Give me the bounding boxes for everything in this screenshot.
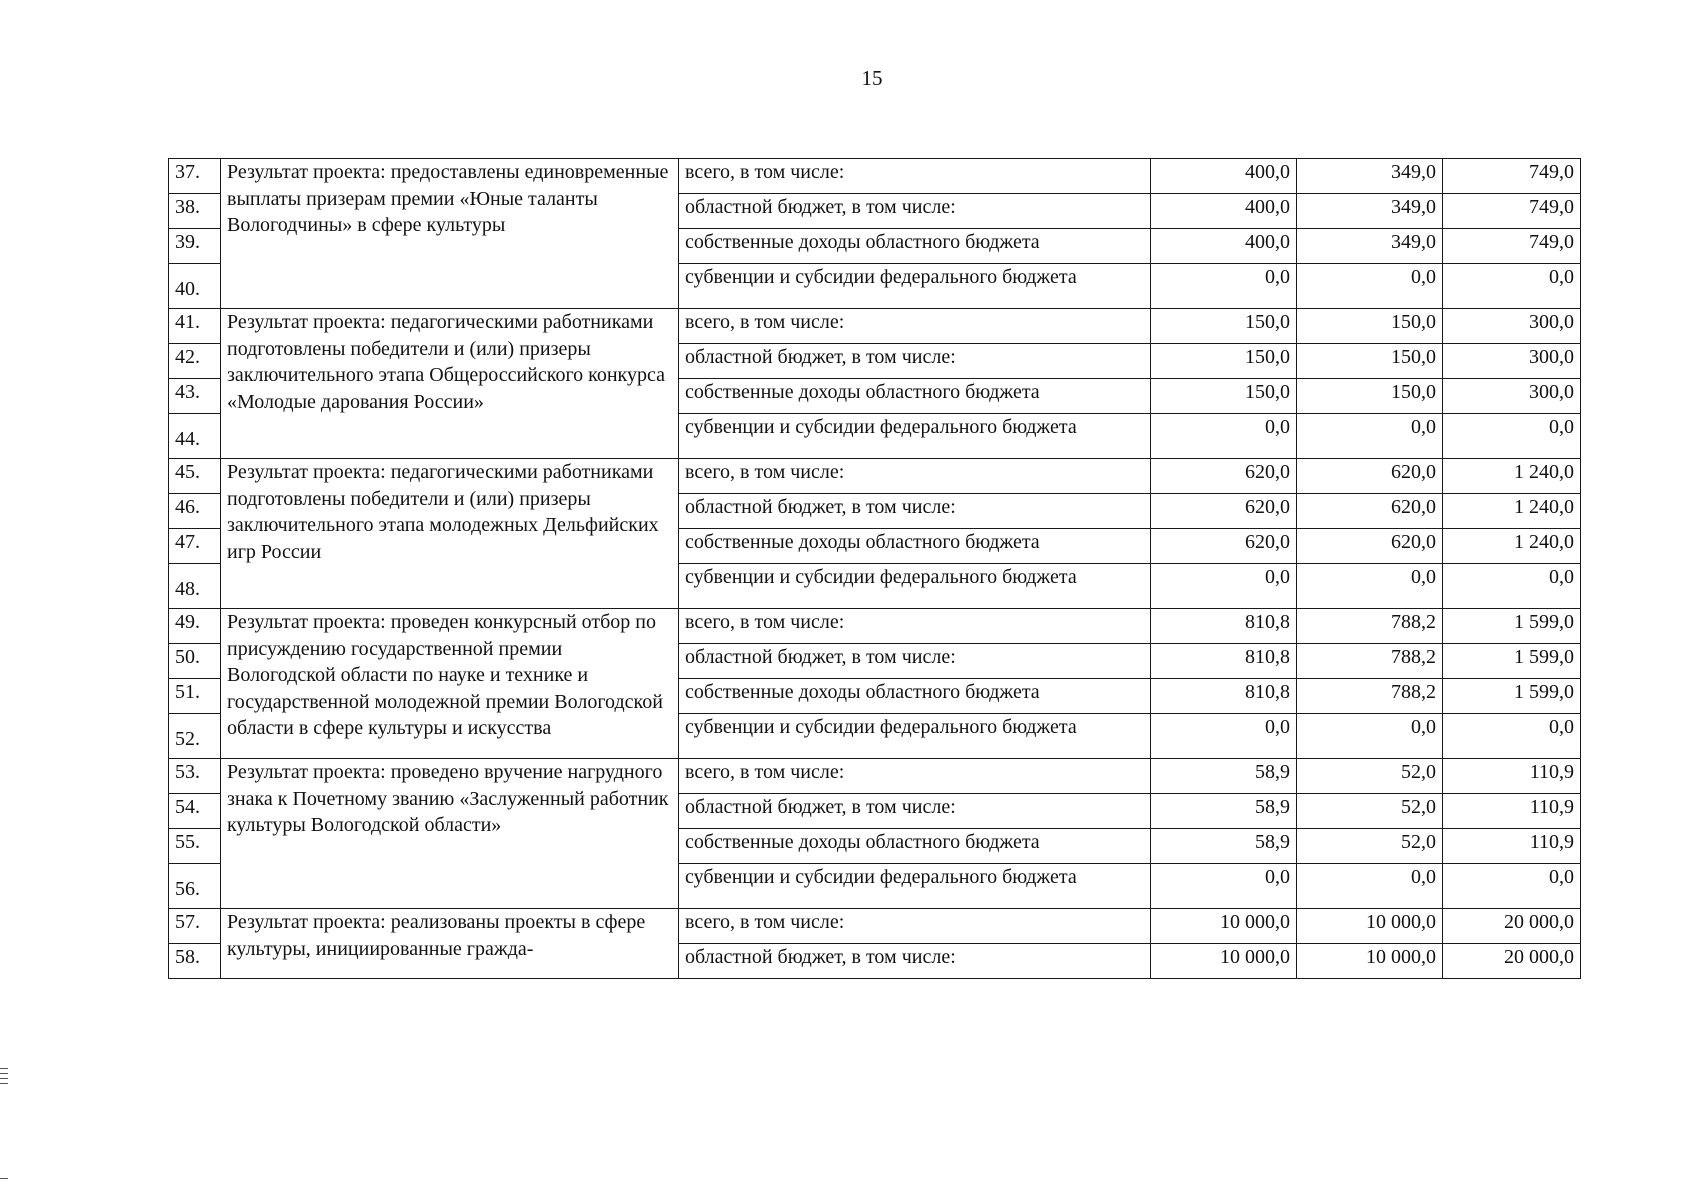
row-number: 38.: [169, 194, 221, 229]
value-year-2: 788,2: [1297, 679, 1443, 714]
value-total: 1 240,0: [1443, 459, 1581, 494]
row-number: 44.: [169, 414, 221, 459]
value-year-1: 10 000,0: [1151, 909, 1297, 944]
value-total: 1 599,0: [1443, 644, 1581, 679]
value-total: 749,0: [1443, 194, 1581, 229]
budget-table: [168, 158, 1581, 979]
value-year-2: 52,0: [1297, 794, 1443, 829]
value-year-1: 10 000,0: [1151, 944, 1297, 979]
value-total: 300,0: [1443, 344, 1581, 379]
value-year-1: 400,0: [1151, 229, 1297, 264]
row-number: 50.: [169, 644, 221, 679]
value-year-1: 810,8: [1151, 644, 1297, 679]
value-year-2: 620,0: [1297, 494, 1443, 529]
value-year-1: 400,0: [1151, 159, 1297, 194]
value-total: 110,9: [1443, 759, 1581, 794]
funding-source: всего, в том числе:: [679, 609, 1151, 644]
value-year-1: 0,0: [1151, 564, 1297, 609]
value-total: 0,0: [1443, 414, 1581, 459]
value-year-1: 0,0: [1151, 414, 1297, 459]
value-total: 1 240,0: [1443, 529, 1581, 564]
value-total: 1 599,0: [1443, 679, 1581, 714]
project-result-description: Результат проекта: реализованы проекты в сфере культуры, инициированные гражда-: [221, 909, 679, 979]
funding-source: областной бюджет, в том числе:: [679, 794, 1151, 829]
value-year-2: 52,0: [1297, 829, 1443, 864]
project-result-description: Результат проекта: проведен конкурсный отбор по присуждению государственной премии Вологодской области по науке и технике и государственной молодежной премии Вологодской области в сфере культуры и искусства: [221, 609, 679, 759]
row-number: 39.: [169, 229, 221, 264]
value-year-2: 349,0: [1297, 194, 1443, 229]
funding-source: всего, в том числе:: [679, 159, 1151, 194]
funding-source: всего, в том числе:: [679, 459, 1151, 494]
value-total: 0,0: [1443, 714, 1581, 759]
funding-source: субвенции и субсидии федерального бюджета: [679, 864, 1151, 909]
value-year-2: 788,2: [1297, 609, 1443, 644]
value-year-2: 0,0: [1297, 414, 1443, 459]
value-total: 0,0: [1443, 564, 1581, 609]
value-total: 0,0: [1443, 864, 1581, 909]
funding-source: областной бюджет, в том числе:: [679, 194, 1151, 229]
value-total: 1 599,0: [1443, 609, 1581, 644]
value-year-1: 620,0: [1151, 529, 1297, 564]
value-total: 749,0: [1443, 229, 1581, 264]
margin-dash: [0, 1178, 8, 1179]
value-year-1: 0,0: [1151, 264, 1297, 309]
funding-source: субвенции и субсидии федерального бюджета: [679, 264, 1151, 309]
value-year-1: 810,8: [1151, 609, 1297, 644]
value-year-1: 150,0: [1151, 309, 1297, 344]
page-number: 15: [861, 66, 883, 90]
value-year-2: 0,0: [1297, 714, 1443, 759]
funding-source: областной бюджет, в том числе:: [679, 644, 1151, 679]
value-year-2: 0,0: [1297, 264, 1443, 309]
funding-source: всего, в том числе:: [679, 759, 1151, 794]
value-year-1: 150,0: [1151, 344, 1297, 379]
funding-source: областной бюджет, в том числе:: [679, 344, 1151, 379]
funding-source: субвенции и субсидии федерального бюджета: [679, 564, 1151, 609]
row-number: 54.: [169, 794, 221, 829]
funding-source: областной бюджет, в том числе:: [679, 944, 1151, 979]
row-number: 53.: [169, 759, 221, 794]
value-year-1: 0,0: [1151, 864, 1297, 909]
row-number: 41.: [169, 309, 221, 344]
value-year-2: 150,0: [1297, 309, 1443, 344]
value-year-2: 349,0: [1297, 229, 1443, 264]
row-number: 47.: [169, 529, 221, 564]
funding-source: собственные доходы областного бюджета: [679, 379, 1151, 414]
row-number: 46.: [169, 494, 221, 529]
row-number: 48.: [169, 564, 221, 609]
row-number: 56.: [169, 864, 221, 909]
row-number: 42.: [169, 344, 221, 379]
value-year-1: 620,0: [1151, 494, 1297, 529]
value-year-2: 150,0: [1297, 344, 1443, 379]
table-row: [169, 309, 1581, 344]
value-year-2: 52,0: [1297, 759, 1443, 794]
project-result-description: Результат проекта: проведено вручение нагрудного знака к Почетному званию «Заслуженный работник культуры Вологодской области»: [221, 759, 679, 909]
row-number: 37.: [169, 159, 221, 194]
project-result-description: Результат проекта: педагогическими работниками подготовлены победители и (или) призеры заключительного этапа Общероссийского конкурса «Молодые дарования России»: [221, 309, 679, 459]
value-year-2: 788,2: [1297, 644, 1443, 679]
value-year-2: 620,0: [1297, 529, 1443, 564]
table-row: [169, 909, 1581, 944]
row-number: 45.: [169, 459, 221, 494]
row-number: 57.: [169, 909, 221, 944]
row-number: 43.: [169, 379, 221, 414]
value-year-1: 150,0: [1151, 379, 1297, 414]
table-row: [169, 459, 1581, 494]
table-row: [169, 609, 1581, 644]
value-total: 0,0: [1443, 264, 1581, 309]
funding-source: собственные доходы областного бюджета: [679, 529, 1151, 564]
value-year-2: 10 000,0: [1297, 909, 1443, 944]
value-year-2: 0,0: [1297, 864, 1443, 909]
value-year-1: 0,0: [1151, 714, 1297, 759]
row-number: 49.: [169, 609, 221, 644]
margin-marks: [0, 1068, 8, 1088]
funding-source: собственные доходы областного бюджета: [679, 229, 1151, 264]
value-total: 110,9: [1443, 794, 1581, 829]
value-year-1: 58,9: [1151, 759, 1297, 794]
value-total: 1 240,0: [1443, 494, 1581, 529]
table-row: [169, 759, 1581, 794]
value-year-1: 620,0: [1151, 459, 1297, 494]
value-year-1: 58,9: [1151, 829, 1297, 864]
value-year-2: 0,0: [1297, 564, 1443, 609]
funding-source: субвенции и субсидии федерального бюджета: [679, 714, 1151, 759]
row-number: 58.: [169, 944, 221, 979]
value-year-2: 150,0: [1297, 379, 1443, 414]
value-year-2: 10 000,0: [1297, 944, 1443, 979]
budget-table-body: [169, 159, 1581, 979]
value-total: 110,9: [1443, 829, 1581, 864]
value-year-1: 400,0: [1151, 194, 1297, 229]
value-total: 20 000,0: [1443, 909, 1581, 944]
funding-source: всего, в том числе:: [679, 309, 1151, 344]
funding-source: собственные доходы областного бюджета: [679, 829, 1151, 864]
row-number: 55.: [169, 829, 221, 864]
funding-source: субвенции и субсидии федерального бюджета: [679, 414, 1151, 459]
project-result-description: Результат проекта: предоставлены единовременные выплаты призерам премии «Юные таланты Вологодчины» в сфере культуры: [221, 159, 679, 309]
project-result-description: Результат проекта: педагогическими работниками подготовлены победители и (или) призеры заключительного этапа молодежных Дельфийских игр России: [221, 459, 679, 609]
value-total: 300,0: [1443, 379, 1581, 414]
row-number: 52.: [169, 714, 221, 759]
row-number: 40.: [169, 264, 221, 309]
table-row: [169, 159, 1581, 194]
value-year-1: 58,9: [1151, 794, 1297, 829]
value-year-2: 349,0: [1297, 159, 1443, 194]
value-year-1: 810,8: [1151, 679, 1297, 714]
value-total: 20 000,0: [1443, 944, 1581, 979]
funding-source: собственные доходы областного бюджета: [679, 679, 1151, 714]
value-total: 300,0: [1443, 309, 1581, 344]
value-year-2: 620,0: [1297, 459, 1443, 494]
funding-source: областной бюджет, в том числе:: [679, 494, 1151, 529]
row-number: 51.: [169, 679, 221, 714]
funding-source: всего, в том числе:: [679, 909, 1151, 944]
value-total: 749,0: [1443, 159, 1581, 194]
